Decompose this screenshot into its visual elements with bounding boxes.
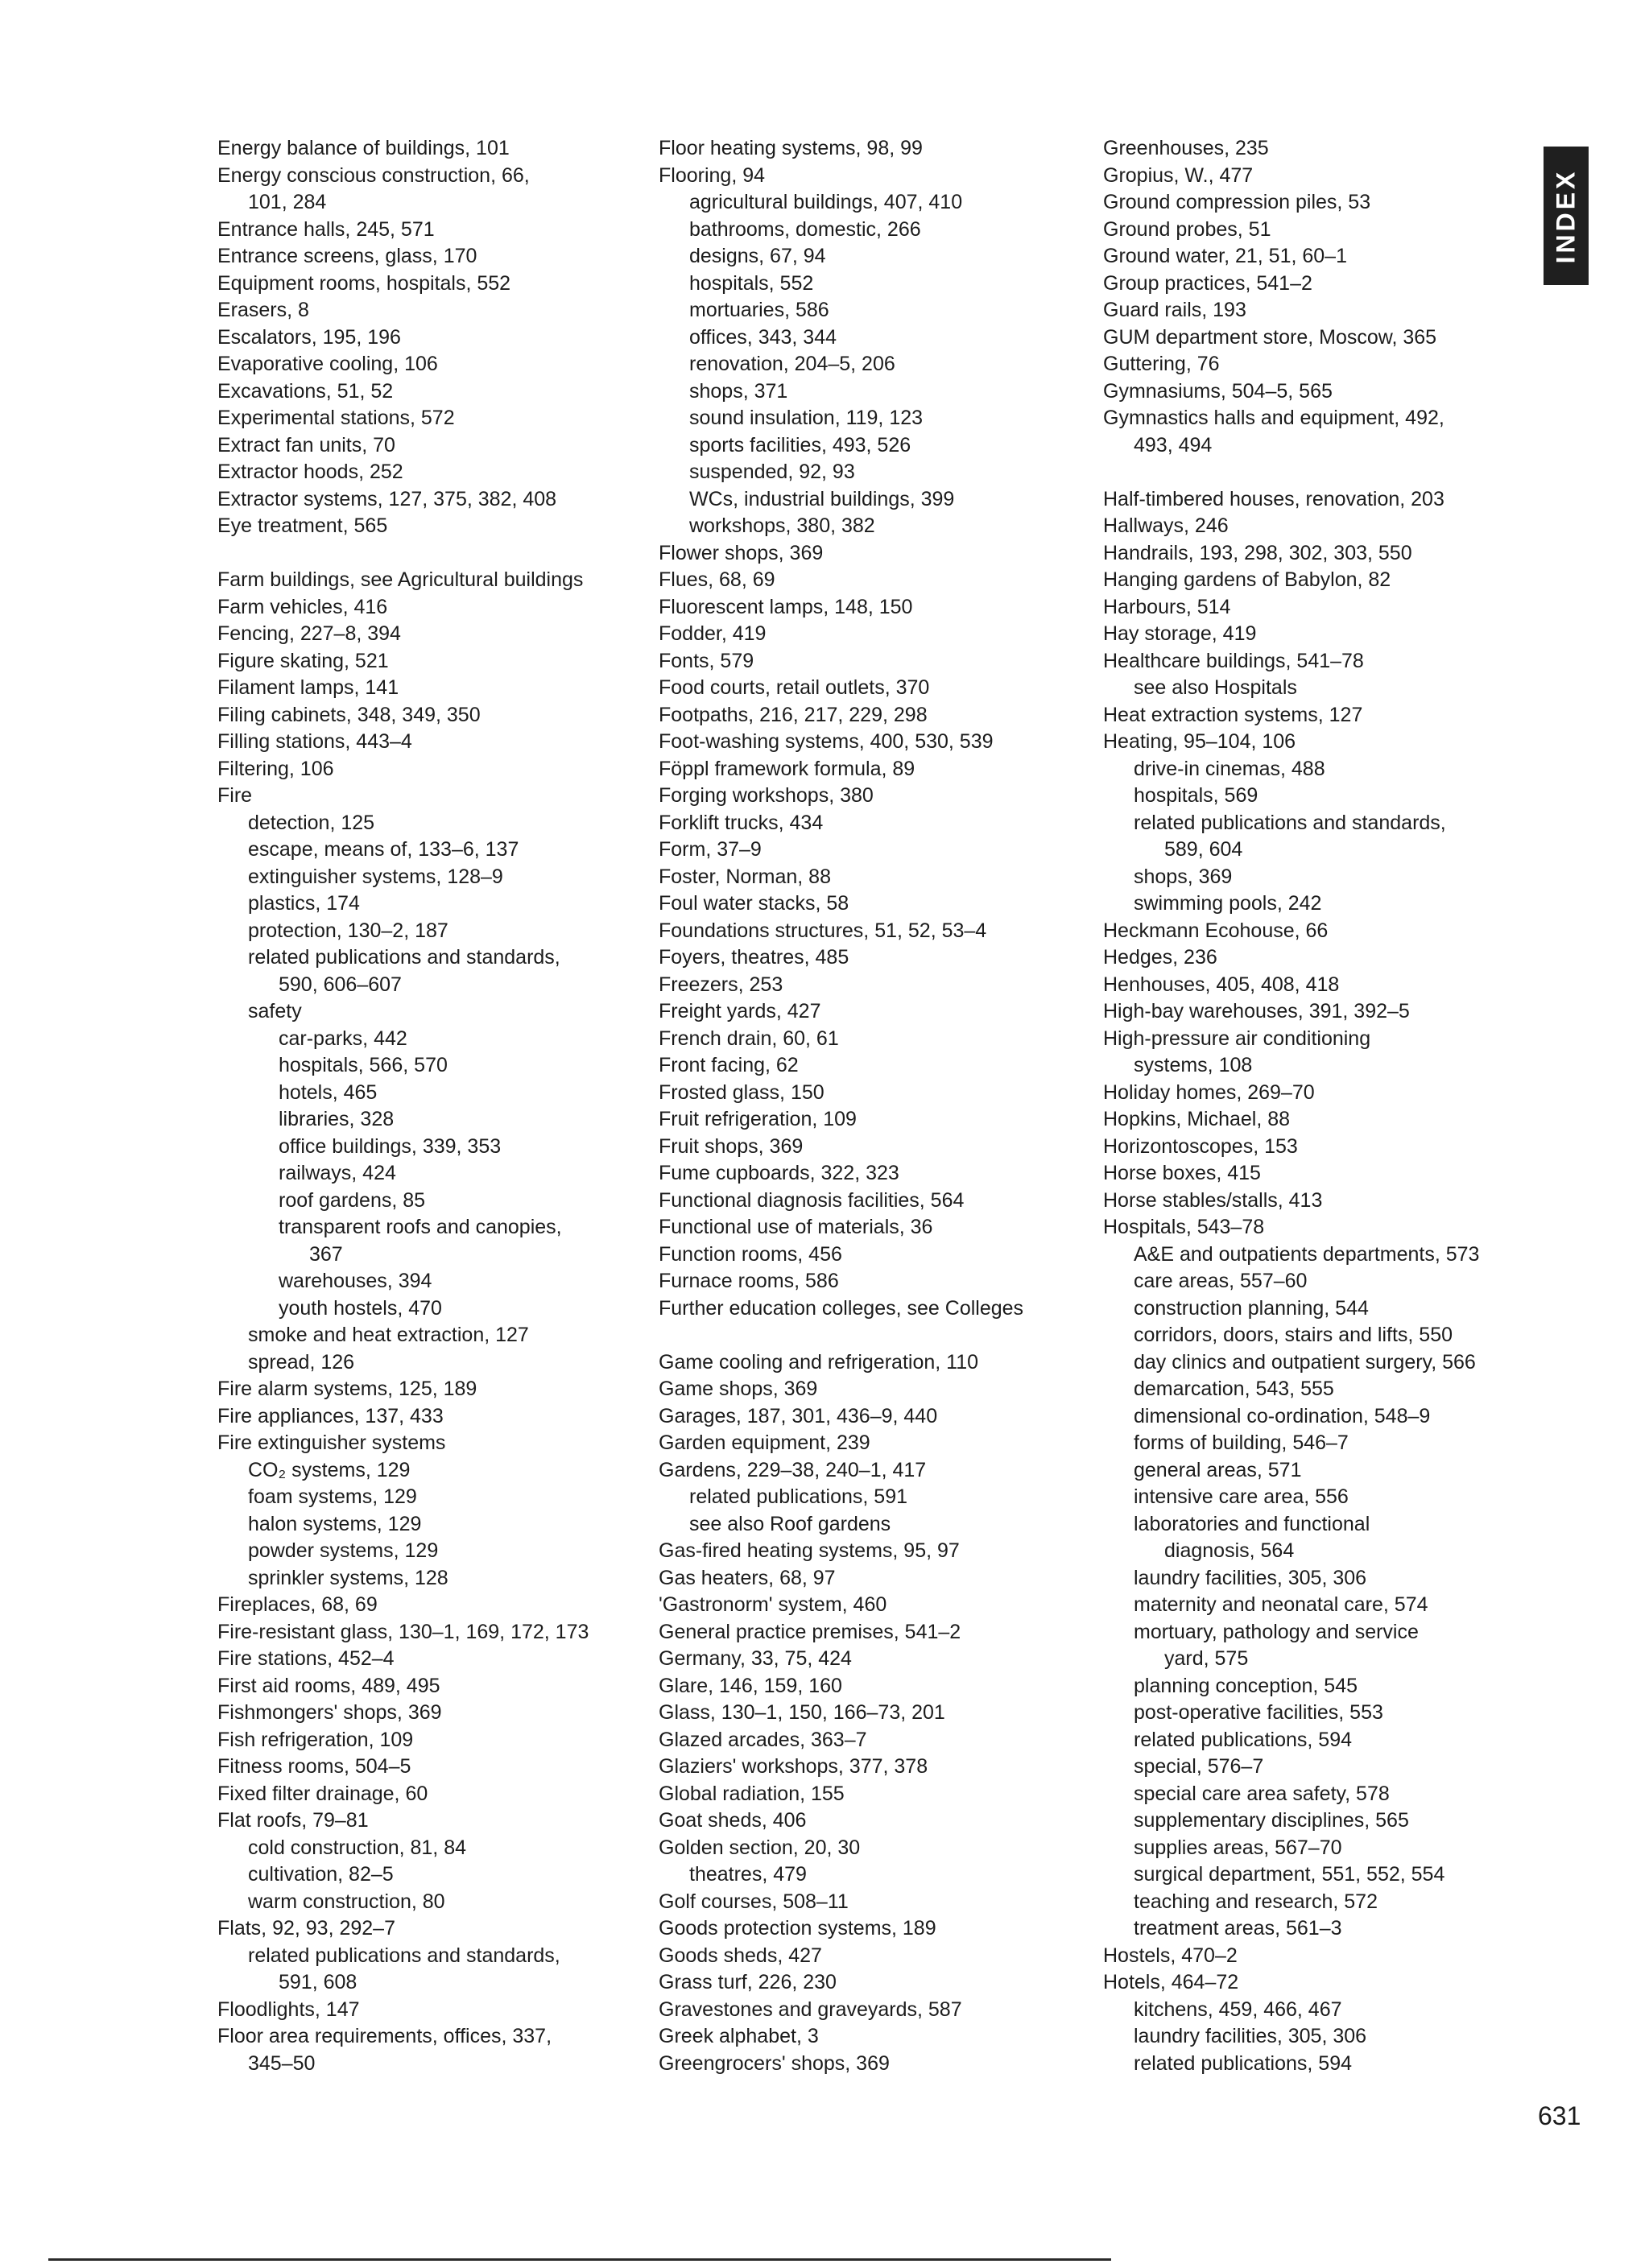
index-entry: Flower shops, 369 <box>659 541 824 564</box>
index-subentry: agricultural buildings, 407, 410 <box>689 191 963 213</box>
index-entry: Goods protection systems, 189 <box>659 1917 936 1940</box>
index-entry: Goat sheds, 406 <box>659 1809 807 1832</box>
index-entry: Filtering, 106 <box>217 757 334 780</box>
index-subentry: A&E and outpatients departments, 573 <box>1134 1242 1480 1266</box>
index-entry: Excavations, 51, 52 <box>217 379 394 403</box>
index-entry: Gropius, W., 477 <box>1103 163 1254 187</box>
index-entry: Handrails, 193, 298, 302, 303, 550 <box>1103 541 1412 564</box>
index-subentry: renovation, 204–5, 206 <box>689 353 895 375</box>
index-entry: Fruit refrigeration, 109 <box>659 1108 857 1130</box>
index-subentry: demarcation, 543, 555 <box>1134 1378 1334 1400</box>
index-subentry: cold construction, 81, 84 <box>248 1836 466 1859</box>
index-entry: Hopkins, Michael, 88 <box>1103 1108 1291 1130</box>
index-entry: Grass turf, 226, 230 <box>659 1971 837 1993</box>
index-subentry: day clinics and outpatient surgery, 566 <box>1134 1350 1476 1374</box>
index-subentry: sports facilities, 493, 526 <box>689 433 911 456</box>
index-subentry: transparent roofs and canopies, <box>279 1216 562 1238</box>
index-entry: Germany, 33, 75, 424 <box>659 1647 852 1670</box>
index-entry: Evaporative cooling, 106 <box>217 353 438 375</box>
index-subentry: mortuary, pathology and service <box>1134 1620 1419 1643</box>
index-entry: Further education colleges, see Colleges <box>659 1296 1024 1320</box>
index-entry: Hanging gardens of Babylon, 82 <box>1103 568 1391 591</box>
index-subentry: workshops, 380, 382 <box>689 514 875 537</box>
index-entry: Floor heating systems, 98, 99 <box>659 137 923 159</box>
index-entry: Entrance halls, 245, 571 <box>217 217 435 241</box>
index-entry: Filling stations, 443–4 <box>217 730 412 753</box>
index-subentry: 345–50 <box>248 2051 316 2075</box>
index-subentry: hospitals, 566, 570 <box>279 1054 448 1076</box>
index-entry: Fitness rooms, 504–5 <box>217 1755 411 1778</box>
index-entry: Guttering, 76 <box>1103 353 1220 375</box>
index-entry: Gas heaters, 68, 97 <box>659 1566 836 1589</box>
index-subentry: suspended, 92, 93 <box>689 461 855 483</box>
index-entry: Foot-washing systems, 400, 530, 539 <box>659 730 994 753</box>
index-entry: Food courts, retail outlets, 370 <box>659 676 930 699</box>
page-number: 631 <box>1538 2101 1581 2130</box>
index-subentry: laboratories and functional <box>1134 1512 1370 1535</box>
index-entry: Harbours, 514 <box>1103 595 1231 618</box>
index-subentry: car-parks, 442 <box>279 1027 407 1050</box>
index-entry: Function rooms, 456 <box>659 1242 842 1266</box>
index-entry: Hospitals, 543–78 <box>1103 1216 1265 1238</box>
index-subentry: libraries, 328 <box>279 1108 395 1130</box>
index-entry: Filing cabinets, 348, 349, 350 <box>217 703 481 726</box>
index-subentry: 591, 608 <box>279 1971 357 1993</box>
index-spacer <box>659 1322 1085 1349</box>
index-entry: Fire extinguisher systems <box>217 1431 446 1454</box>
index-entry: Erasers, 8 <box>217 299 309 321</box>
index-entry: Hostels, 470–2 <box>1103 1944 1238 1967</box>
index-entry: Equipment rooms, hospitals, 552 <box>217 271 511 295</box>
index-column-3 <box>1103 135 1554 2077</box>
index-subentry: diagnosis, 564 <box>1164 1539 1295 1562</box>
index-entry: Flues, 68, 69 <box>659 568 775 591</box>
index-entry: Forging workshops, 380 <box>659 784 874 807</box>
index-subentry: maternity and neonatal care, 574 <box>1134 1593 1428 1616</box>
index-entry: Functional use of materials, 36 <box>659 1216 933 1238</box>
index-entry: Front facing, 62 <box>659 1054 799 1076</box>
index-entry: Freezers, 253 <box>659 973 783 996</box>
index-subentry: systems, 108 <box>1134 1054 1253 1076</box>
index-subentry: general areas, 571 <box>1134 1458 1302 1481</box>
index-entry: Heating, 95–104, 106 <box>1103 730 1296 753</box>
index-entry: French drain, 60, 61 <box>659 1027 839 1050</box>
index-subentry: shops, 369 <box>1134 865 1233 888</box>
index-subentry: see also Hospitals <box>1134 676 1297 699</box>
index-side-tab <box>1544 147 1589 285</box>
index-subentry: smoke and heat extraction, 127 <box>248 1324 529 1346</box>
index-entry: Hedges, 236 <box>1103 946 1217 969</box>
index-entry: Flat roofs, 79–81 <box>217 1809 369 1832</box>
index-entry: Fodder, 419 <box>659 622 767 645</box>
index-entry: Foul water stacks, 58 <box>659 892 849 915</box>
index-subentry: sound insulation, 119, 123 <box>689 407 924 429</box>
index-entry: Ground water, 21, 51, 60–1 <box>1103 245 1347 267</box>
index-entry: Functional diagnosis facilities, 564 <box>659 1188 965 1212</box>
index-subentry: plastics, 174 <box>248 892 360 915</box>
index-entry: Foster, Norman, 88 <box>659 865 831 888</box>
index-subentry: related publications and standards, <box>248 1944 560 1967</box>
index-subentry: hotels, 465 <box>279 1080 378 1104</box>
index-entry: Fireplaces, 68, 69 <box>217 1593 378 1616</box>
index-subentry: related publications, 591 <box>689 1485 908 1508</box>
index-subentry: forms of building, 546–7 <box>1134 1431 1349 1454</box>
index-spacer <box>1103 459 1554 486</box>
index-entry: Garden equipment, 239 <box>659 1431 870 1454</box>
index-entry: Henhouses, 405, 408, 418 <box>1103 973 1340 996</box>
index-subentry: foam systems, 129 <box>248 1485 417 1508</box>
index-entry: Farm buildings, see Agricultural buildings <box>217 568 584 591</box>
index-entry: Entrance screens, glass, 170 <box>217 245 477 267</box>
index-subentry: hospitals, 569 <box>1134 784 1258 807</box>
index-entry: Healthcare buildings, 541–78 <box>1103 649 1364 672</box>
index-entry: Horse stables/stalls, 413 <box>1103 1188 1323 1212</box>
index-entry: Footpaths, 216, 217, 229, 298 <box>659 703 928 726</box>
index-subentry: designs, 67, 94 <box>689 245 826 267</box>
index-subentry: intensive care area, 556 <box>1134 1485 1349 1508</box>
index-entry: Game shops, 369 <box>659 1378 818 1400</box>
index-subentry: escape, means of, 133–6, 137 <box>248 838 519 861</box>
index-entry: Foyers, theatres, 485 <box>659 946 849 969</box>
index-entry: Fire alarm systems, 125, 189 <box>217 1378 477 1400</box>
index-subentry: WCs, industrial buildings, 399 <box>689 487 955 510</box>
index-subentry: cultivation, 82–5 <box>248 1863 394 1886</box>
index-subentry: special, 576–7 <box>1134 1755 1264 1778</box>
index-entry: Fire <box>217 784 253 807</box>
index-entry: Greengrocers' shops, 369 <box>659 2051 890 2075</box>
index-entry: Greek alphabet, 3 <box>659 2025 819 2047</box>
index-subentry: hospitals, 552 <box>689 271 814 295</box>
index-subentry: care areas, 557–60 <box>1134 1270 1308 1292</box>
index-subentry: spread, 126 <box>248 1350 355 1374</box>
index-subentry: surgical department, 551, 552, 554 <box>1134 1863 1445 1886</box>
index-entry: Fish refrigeration, 109 <box>217 1728 414 1751</box>
index-subentry: detection, 125 <box>248 811 375 834</box>
index-subentry: bathrooms, domestic, 266 <box>689 217 921 241</box>
index-entry: Fencing, 227–8, 394 <box>217 622 401 645</box>
index-entry: Glaziers' workshops, 377, 378 <box>659 1755 928 1778</box>
index-subentry: protection, 130–2, 187 <box>248 919 448 942</box>
index-entry: Fire-resistant glass, 130–1, 169, 172, 173 <box>217 1620 589 1643</box>
index-entry: Föppl framework formula, 89 <box>659 757 915 780</box>
index-entry: Energy balance of buildings, 101 <box>217 137 510 159</box>
index-entry: High-bay warehouses, 391, 392–5 <box>1103 1000 1410 1022</box>
index-entry: Fire stations, 452–4 <box>217 1647 395 1670</box>
index-entry: Gardens, 229–38, 240–1, 417 <box>659 1458 927 1481</box>
index-subentry: CO₂ systems, 129 <box>248 1458 411 1481</box>
index-entry: Half-timbered houses, renovation, 203 <box>1103 487 1444 510</box>
index-subentry: sprinkler systems, 128 <box>248 1566 448 1589</box>
index-subentry: teaching and research, 572 <box>1134 1890 1378 1913</box>
index-entry: Horizontoscopes, 153 <box>1103 1134 1298 1158</box>
index-entry: Gas-fired heating systems, 95, 97 <box>659 1539 960 1562</box>
index-entry: Escalators, 195, 196 <box>217 325 401 349</box>
index-entry: Heat extraction systems, 127 <box>1103 703 1363 726</box>
index-entry: Ground compression piles, 53 <box>1103 191 1371 213</box>
index-entry: Extractor systems, 127, 375, 382, 408 <box>217 487 557 510</box>
index-entry: General practice premises, 541–2 <box>659 1620 961 1643</box>
index-subentry: laundry facilities, 305, 306 <box>1134 1566 1367 1589</box>
index-entry: Energy conscious construction, 66, <box>217 163 530 187</box>
index-entry: Extract fan units, 70 <box>217 433 395 456</box>
index-subentry: swimming pools, 242 <box>1134 892 1322 915</box>
index-entry: Golf courses, 508–11 <box>659 1890 849 1913</box>
index-entry: Gymnastics halls and equipment, 492, <box>1103 407 1444 429</box>
index-subentry: related publications, 594 <box>1134 2051 1353 2075</box>
index-subentry: post-operative facilities, 553 <box>1134 1701 1383 1724</box>
index-tab-label: INDEX <box>1551 168 1581 263</box>
index-subentry: halon systems, 129 <box>248 1512 422 1535</box>
index-subentry: extinguisher systems, 128–9 <box>248 865 503 888</box>
index-subentry: planning conception, 545 <box>1134 1674 1358 1697</box>
index-subentry: office buildings, 339, 353 <box>279 1134 502 1158</box>
index-entry: Fluorescent lamps, 148, 150 <box>659 595 913 618</box>
index-spacer <box>217 540 636 568</box>
index-subentry: kitchens, 459, 466, 467 <box>1134 1997 1342 2021</box>
index-subentry: dimensional co-ordination, 548–9 <box>1134 1404 1431 1427</box>
index-entry: Game cooling and refrigeration, 110 <box>659 1350 978 1374</box>
index-subentry: supplies areas, 567–70 <box>1134 1836 1342 1859</box>
index-entry: Extractor hoods, 252 <box>217 461 403 483</box>
index-entry: Farm vehicles, 416 <box>217 595 388 618</box>
index-subentry: related publications, 594 <box>1134 1728 1353 1751</box>
index-subentry: roof gardens, 85 <box>279 1188 426 1212</box>
index-subentry: powder systems, 129 <box>248 1539 439 1562</box>
index-entry: Holiday homes, 269–70 <box>1103 1080 1315 1104</box>
index-subentry: warehouses, 394 <box>279 1270 432 1292</box>
index-entry: Hay storage, 419 <box>1103 622 1257 645</box>
index-entry: Heckmann Ecohouse, 66 <box>1103 919 1329 942</box>
index-entry: Glazed arcades, 363–7 <box>659 1728 867 1751</box>
index-entry: Frosted glass, 150 <box>659 1080 824 1104</box>
index-entry: Glare, 146, 159, 160 <box>659 1674 842 1697</box>
index-entry: Golden section, 20, 30 <box>659 1836 861 1859</box>
index-entry: Fume cupboards, 322, 323 <box>659 1162 899 1184</box>
index-entry: Fruit shops, 369 <box>659 1134 804 1158</box>
index-subentry: drive-in cinemas, 488 <box>1134 757 1325 780</box>
index-entry: Eye treatment, 565 <box>217 514 388 537</box>
index-entry: Floodlights, 147 <box>217 1997 360 2021</box>
index-subentry: railways, 424 <box>279 1162 396 1184</box>
index-entry: Form, 37–9 <box>659 838 762 861</box>
index-entry: Fixed filter drainage, 60 <box>217 1782 428 1805</box>
index-subentry: shops, 371 <box>689 379 788 403</box>
index-entry: Goods sheds, 427 <box>659 1944 822 1967</box>
index-entry: Furnace rooms, 586 <box>659 1270 839 1292</box>
index-subentry: youth hostels, 470 <box>279 1296 442 1320</box>
index-subentry: special care area safety, 578 <box>1134 1782 1390 1805</box>
index-subentry: safety <box>248 1000 302 1022</box>
index-entry: Figure skating, 521 <box>217 649 389 672</box>
index-entry: First aid rooms, 489, 495 <box>217 1674 440 1697</box>
index-column-2 <box>659 135 1085 2077</box>
index-entry: Horse boxes, 415 <box>1103 1162 1261 1184</box>
index-subentry: construction planning, 544 <box>1134 1296 1369 1320</box>
index-subentry: 493, 494 <box>1134 433 1213 456</box>
index-subentry: related publications and standards, <box>248 946 560 969</box>
index-subentry: 589, 604 <box>1164 838 1243 861</box>
index-subentry: related publications and standards, <box>1134 811 1446 834</box>
footer-rule <box>48 2258 1111 2261</box>
index-entry: Global radiation, 155 <box>659 1782 845 1805</box>
index-entry: Glass, 130–1, 150, 166–73, 201 <box>659 1701 945 1724</box>
index-entry: Flats, 92, 93, 292–7 <box>217 1917 395 1940</box>
index-entry: Greenhouses, 235 <box>1103 137 1269 159</box>
index-entry: Fishmongers' shops, 369 <box>217 1701 442 1724</box>
index-subentry: yard, 575 <box>1164 1647 1249 1670</box>
index-entry: Floor area requirements, offices, 337, <box>217 2025 552 2047</box>
index-entry: 'Gastronorm' system, 460 <box>659 1593 887 1616</box>
index-subentry: 101, 284 <box>248 191 327 213</box>
index-entry: Foundations structures, 51, 52, 53–4 <box>659 919 987 942</box>
index-subentry: 367 <box>309 1242 343 1266</box>
index-entry: Fire appliances, 137, 433 <box>217 1404 444 1427</box>
index-column-1 <box>217 135 636 2077</box>
index-subentry: theatres, 479 <box>689 1863 807 1886</box>
index-entry: Garages, 187, 301, 436–9, 440 <box>659 1404 938 1427</box>
index-entry: Gravestones and graveyards, 587 <box>659 1997 962 2021</box>
index-entry: Ground probes, 51 <box>1103 217 1271 241</box>
index-subentry: supplementary disciplines, 565 <box>1134 1809 1409 1832</box>
index-entry: Guard rails, 193 <box>1103 299 1246 321</box>
index-subentry: offices, 343, 344 <box>689 325 837 349</box>
index-entry: Hotels, 464–72 <box>1103 1971 1239 1993</box>
index-subentry: 590, 606–607 <box>279 973 402 996</box>
index-subentry: mortuaries, 586 <box>689 299 829 321</box>
index-subentry: laundry facilities, 305, 306 <box>1134 2025 1367 2047</box>
index-entry: Fonts, 579 <box>659 649 754 672</box>
index-entry: Forklift trucks, 434 <box>659 811 824 834</box>
index-entry: Group practices, 541–2 <box>1103 271 1312 295</box>
index-entry: High-pressure air conditioning <box>1103 1027 1371 1050</box>
index-entry: GUM department store, Moscow, 365 <box>1103 325 1437 349</box>
index-entry: Hallways, 246 <box>1103 514 1229 537</box>
index-entry: Freight yards, 427 <box>659 1000 821 1022</box>
index-entry: Flooring, 94 <box>659 163 766 187</box>
index-subentry: warm construction, 80 <box>248 1890 445 1913</box>
index-subentry: corridors, doors, stairs and lifts, 550 <box>1134 1324 1453 1346</box>
index-subentry: treatment areas, 561–3 <box>1134 1917 1342 1940</box>
index-entry: Experimental stations, 572 <box>217 407 455 429</box>
index-entry: Filament lamps, 141 <box>217 676 399 699</box>
index-subentry: see also Roof gardens <box>689 1512 891 1535</box>
index-entry: Gymnasiums, 504–5, 565 <box>1103 379 1333 403</box>
